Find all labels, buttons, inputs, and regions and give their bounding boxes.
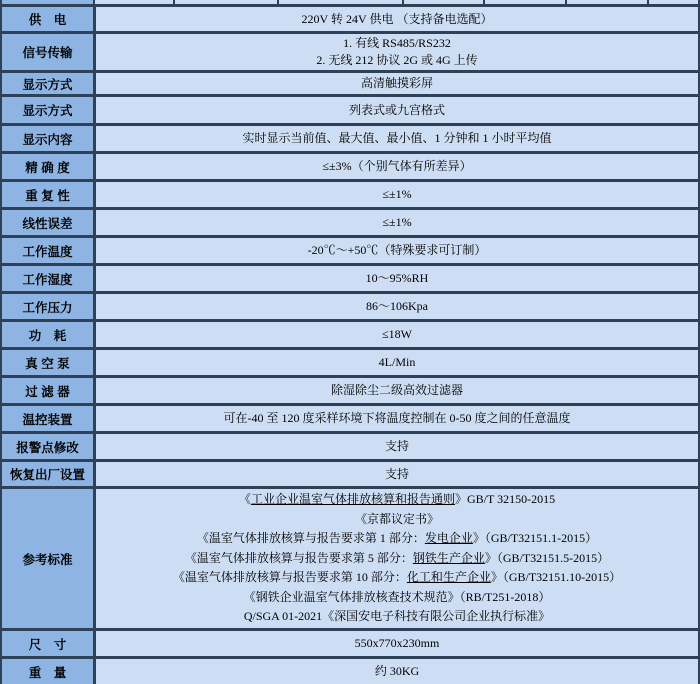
spec-row-value	[96, 489, 698, 628]
spec-row-value: 4L/Min	[96, 350, 698, 375]
spec-row-value	[96, 34, 698, 70]
column-divider	[565, 0, 567, 4]
spec-row-value: 支持	[96, 434, 698, 459]
spec-row-label: 精 确 度	[2, 154, 93, 179]
spec-row-value: 实时显示当前值、最大值、最小值、1 分钟和 1 小时平均值	[96, 126, 698, 151]
spec-row-label: 信号传输	[2, 34, 93, 70]
spec-row-value: 可在-40 至 120 度采样环境下将温度控制在 0-50 度之间的任意温度	[96, 406, 698, 431]
spec-table	[2, 7, 698, 684]
spec-row-label: 重 量	[2, 659, 93, 684]
column-divider	[483, 0, 485, 4]
spec-row-label: 工作压力	[2, 294, 93, 319]
column-divider	[93, 0, 95, 4]
standard-text: 》（GB/T32151.1-2015）	[472, 531, 598, 546]
spec-row-value: 86～106Kpa	[96, 294, 698, 319]
spec-row-value: 550x770x230mm	[96, 631, 698, 656]
spec-row-value: ≤±1%	[96, 182, 698, 207]
standard-text: 《	[238, 491, 251, 506]
standard-text: 《温室气体排放核算与报告要求第 5 部分：	[184, 550, 413, 565]
spec-row-label: 显示方式	[2, 97, 93, 123]
spec-row-label: 重 复 性	[2, 182, 93, 207]
spec-row-label: 显示内容	[2, 126, 93, 151]
reference-standard-line	[244, 607, 550, 627]
spec-row-value: 列表式或九宫格式	[96, 97, 698, 123]
spec-row-value: -20℃～+50℃（特殊要求可订制）	[96, 238, 698, 263]
spec-row-value: ≤18W	[96, 322, 698, 347]
spec-row-value: 除湿除尘二级高效过滤器	[96, 378, 698, 403]
spec-row-label: 线性误差	[2, 210, 93, 235]
reference-standard-line	[355, 510, 439, 530]
spec-row-value: 约 30KG	[96, 659, 698, 684]
spec-row-label: 参考标准	[2, 489, 93, 628]
column-divider	[647, 0, 649, 4]
spec-row-value: 支持	[96, 462, 698, 486]
spec-value-line: 2. 无线 212 协议 2G 或 4G 上传	[316, 53, 478, 67]
spec-row-label: 报警点修改	[2, 434, 93, 459]
standard-text: 》（GB/T32151.10-2015）	[490, 570, 622, 585]
column-divider	[173, 0, 175, 4]
standard-title-underlined: 化工和生产企业	[406, 570, 491, 585]
spec-row-label: 工作温度	[2, 238, 93, 263]
standard-text: 》GB/T 32150-2015	[454, 491, 556, 506]
standard-text: 《钢铁企业温室气体排放核查技术规范》（RB/T251-2018）	[243, 589, 551, 604]
spec-row-label: 恢复出厂设置	[2, 462, 93, 486]
reference-standard-line	[239, 490, 555, 510]
reference-standard-line	[185, 549, 609, 569]
top-partial-row-label-cell	[2, 0, 93, 4]
spec-row-label: 过 滤 器	[2, 378, 93, 403]
standard-text: 》（GB/T32151.5-2015）	[484, 550, 610, 565]
column-divider	[277, 0, 279, 4]
standard-text: 《温室气体排放核算与报告要求第 1 部分：	[196, 531, 425, 546]
spec-row-label: 真 空 泵	[2, 350, 93, 375]
column-divider	[402, 0, 404, 4]
spec-value-line: 1. 有线 RS485/RS232	[343, 36, 451, 50]
top-partial-row	[2, 0, 698, 4]
reference-standard-line	[244, 588, 551, 608]
standard-text: 《京都议定书》	[354, 511, 439, 526]
spec-row-value: 10～95%RH	[96, 266, 698, 291]
spec-row-label: 温控装置	[2, 406, 93, 431]
spec-row-label: 显示方式	[2, 73, 93, 94]
spec-row-value: 高清触摸彩屏	[96, 73, 698, 94]
standard-title-underlined: 钢铁生产企业	[412, 550, 485, 565]
spec-row-value: 220V 转 24V 供电 （支持备电选配）	[96, 7, 698, 31]
spec-row-value: ≤±3%（个别气体有所差异）	[96, 154, 698, 179]
standard-title-underlined: 发电企业	[424, 531, 473, 546]
spec-row-label: 工作湿度	[2, 266, 93, 291]
standard-text: 《温室气体排放核算与报告要求第 10 部分：	[172, 570, 407, 585]
spec-row-label: 功 耗	[2, 322, 93, 347]
spec-row-label: 供 电	[2, 7, 93, 31]
reference-standard-line	[173, 568, 621, 588]
standard-title-underlined: 工业企业温室气体排放核算和报告通则	[250, 491, 455, 506]
spec-row-value: ≤±1%	[96, 210, 698, 235]
standard-text: Q/SGA 01-2021《深国安电子科技有限公司企业执行标准》	[243, 609, 551, 624]
spec-row-label: 尺 寸	[2, 631, 93, 656]
reference-standard-line	[197, 529, 597, 549]
